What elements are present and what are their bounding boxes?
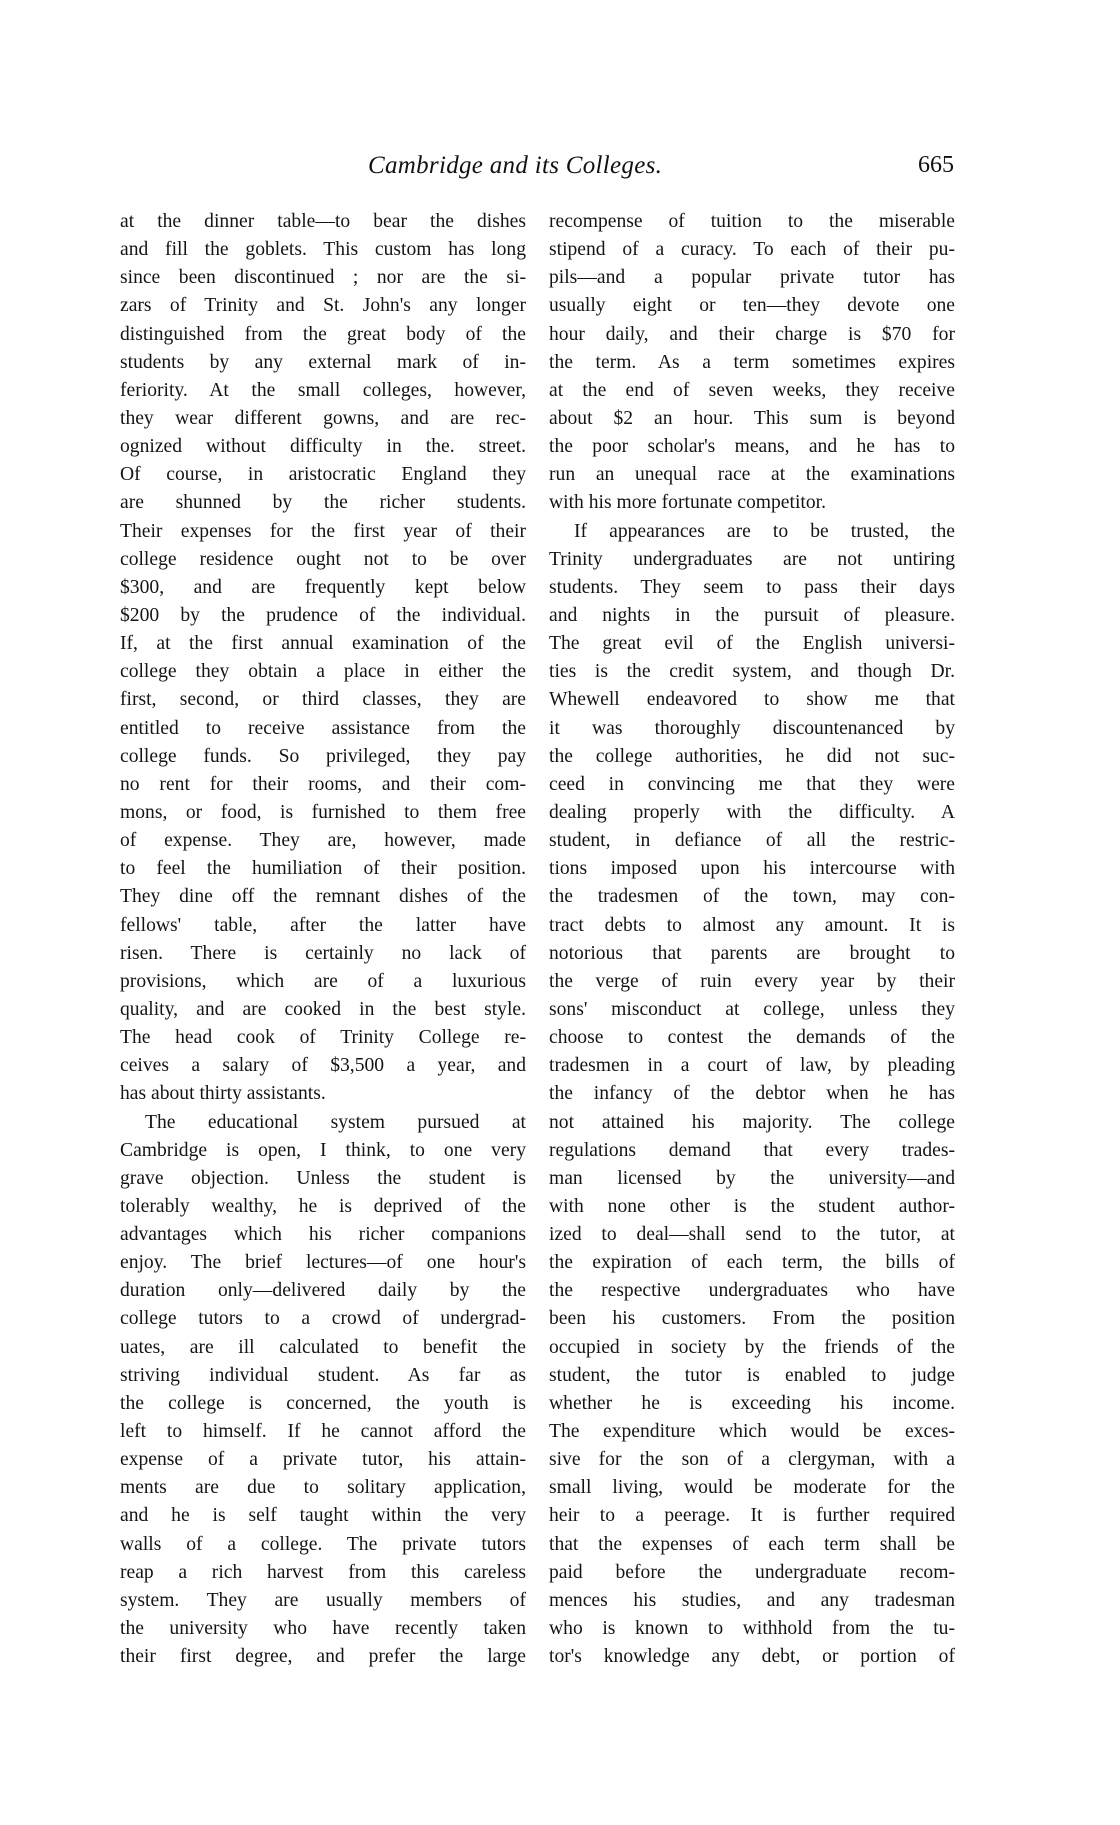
text-line: it was thoroughly discountenanced by bbox=[549, 717, 955, 739]
text-line: The head cook of Trinity College re- bbox=[120, 1027, 526, 1049]
text-line: The great evil of the English universi- bbox=[549, 633, 955, 655]
text-line: been his customers. From the position bbox=[549, 1308, 955, 1330]
text-line: Their expenses for the first year of their bbox=[120, 520, 526, 542]
text-line: the expiration of each term, the bills of bbox=[549, 1252, 955, 1274]
text-line: tor's knowledge any debt, or portion of bbox=[549, 1646, 955, 1668]
text-line: stipend of a curacy. To each of their pu- bbox=[549, 239, 955, 261]
text-line: ments are due to solitary application, bbox=[120, 1477, 526, 1499]
text-line: ized to deal—shall send to the tutor, at bbox=[549, 1224, 955, 1246]
text-line: are shunned by the richer students. bbox=[120, 492, 526, 514]
text-line: run an unequal race at the examinations bbox=[549, 464, 955, 486]
text-line: they wear different gowns, and are rec- bbox=[120, 407, 526, 429]
text-line: who is known to withhold from the tu- bbox=[549, 1618, 955, 1640]
text-line: to feel the humiliation of their position. bbox=[120, 858, 526, 880]
text-line: no rent for their rooms, and their com- bbox=[120, 773, 526, 795]
text-line: distinguished from the great body of the bbox=[120, 323, 526, 345]
text-line: Of course, in aristocratic England they bbox=[120, 464, 526, 486]
text-line: tradesmen in a court of law, by pleading bbox=[549, 1055, 955, 1077]
text-line: feriority. At the small colleges, however, bbox=[120, 379, 526, 401]
text-line: heir to a peerage. It is further required bbox=[549, 1505, 955, 1527]
text-line: tolerably wealthy, he is deprived of the bbox=[120, 1195, 526, 1217]
text-line: Cambridge is open, I think, to one very bbox=[120, 1139, 526, 1161]
text-line: at the end of seven weeks, they receive bbox=[549, 379, 955, 401]
text-line: $300, and are frequently kept below bbox=[120, 576, 526, 598]
text-line: If, at the first annual examination of the bbox=[120, 633, 526, 655]
text-line: expense of a private tutor, his attain- bbox=[120, 1449, 526, 1471]
text-line: sive for the son of a clergyman, with a bbox=[549, 1449, 955, 1471]
text-line: quality, and are cooked in the best style. bbox=[120, 998, 526, 1020]
text-line: pils—and a popular private tutor has bbox=[549, 267, 955, 289]
text-line: student, the tutor is enabled to judge bbox=[549, 1364, 955, 1386]
text-line: tract debts to almost any amount. It is bbox=[549, 914, 955, 936]
page-number: 665 bbox=[918, 152, 954, 178]
text-line: dealing properly with the difficulty. A bbox=[549, 801, 955, 823]
running-title: Cambridge and its Colleges. bbox=[368, 152, 663, 179]
text-line: They dine off the remnant dishes of the bbox=[120, 886, 526, 908]
text-line: occupied in society by the friends of the bbox=[549, 1336, 955, 1358]
text-line: The expenditure which would be exces- bbox=[549, 1421, 955, 1443]
text-line: ceives a salary of $3,500 a year, and bbox=[120, 1055, 526, 1077]
text-line: of expense. They are, however, made bbox=[120, 830, 526, 852]
text-line: fellows' table, after the latter have bbox=[120, 914, 526, 936]
text-line: left to himself. If he cannot afford the bbox=[120, 1421, 526, 1443]
text-line: small living, would be moderate for the bbox=[549, 1477, 955, 1499]
text-line: student, in defiance of all the restric- bbox=[549, 830, 955, 852]
text-line: college tutors to a crowd of undergrad- bbox=[120, 1308, 526, 1330]
text-line: and fill the goblets. This custom has long bbox=[120, 239, 526, 261]
text-line: college funds. So privileged, they pay bbox=[120, 745, 526, 767]
text-line: first, second, or third classes, they are bbox=[120, 689, 526, 711]
text-line: has about thirty assistants. bbox=[120, 1083, 326, 1105]
text-line: since been discontinued ; nor are the si- bbox=[120, 267, 526, 289]
text-column-right bbox=[549, 208, 955, 1671]
text-line: system. They are usually members of bbox=[120, 1589, 526, 1611]
text-line: the term. As a term sometimes expires bbox=[549, 351, 955, 373]
text-line: mences his studies, and any tradesman bbox=[549, 1589, 955, 1611]
text-line: and he is self taught within the very bbox=[120, 1505, 526, 1527]
text-line: not attained his majority. The college bbox=[549, 1111, 955, 1133]
text-line: usually eight or ten—they devote one bbox=[549, 295, 955, 317]
text-line: the college is concerned, the youth is bbox=[120, 1392, 526, 1414]
text-line: duration only—delivered daily by the bbox=[120, 1280, 526, 1302]
text-line: paid before the undergraduate recom- bbox=[549, 1561, 955, 1583]
text-line: the verge of ruin every year by their bbox=[549, 970, 955, 992]
text-line: entitled to receive assistance from the bbox=[120, 717, 526, 739]
text-line: ties is the credit system, and though Dr. bbox=[549, 661, 955, 683]
text-line: the respective undergraduates who have bbox=[549, 1280, 955, 1302]
text-line: the infancy of the debtor when he has bbox=[549, 1083, 955, 1105]
text-line: the university who have recently taken bbox=[120, 1618, 526, 1640]
text-line: recompense of tuition to the miserable bbox=[549, 211, 955, 232]
text-line: provisions, which are of a luxurious bbox=[120, 970, 526, 992]
text-line: their first degree, and prefer the large bbox=[120, 1646, 526, 1668]
text-line: reap a rich harvest from this careless bbox=[120, 1561, 526, 1583]
text-line: sons' misconduct at college, unless they bbox=[549, 998, 955, 1020]
text-line: about $2 an hour. This sum is beyond bbox=[549, 407, 955, 429]
text-line: that the expenses of each term shall be bbox=[549, 1533, 955, 1555]
text-line: Whewell endeavored to show me that bbox=[549, 689, 955, 711]
text-line: students by any external mark of in- bbox=[120, 351, 526, 373]
text-line: Trinity undergraduates are not untiring bbox=[549, 548, 955, 570]
text-line: with his more fortunate competitor. bbox=[549, 492, 826, 514]
text-line: the college authorities, he did not suc- bbox=[549, 745, 955, 767]
text-line: enjoy. The brief lectures—of one hour's bbox=[120, 1252, 526, 1274]
text-line: the poor scholar's means, and he has to bbox=[549, 436, 955, 458]
text-line: striving individual student. As far as bbox=[120, 1364, 526, 1386]
text-line: grave objection. Unless the student is bbox=[120, 1167, 526, 1189]
text-line: college residence ought not to be over bbox=[120, 548, 526, 570]
text-line: walls of a college. The private tutors bbox=[120, 1533, 526, 1555]
text-line: advantages which his richer companions bbox=[120, 1224, 526, 1246]
running-head bbox=[120, 152, 954, 186]
text-line: man licensed by the university—and bbox=[549, 1167, 955, 1189]
text-line: regulations demand that every trades- bbox=[549, 1139, 955, 1161]
text-line: If appearances are to be trusted, the bbox=[574, 520, 955, 542]
text-line: college they obtain a place in either the bbox=[120, 661, 526, 683]
text-line: uates, are ill calculated to benefit the bbox=[120, 1336, 526, 1358]
text-line: choose to contest the demands of the bbox=[549, 1027, 955, 1049]
text-line: students. They seem to pass their days bbox=[549, 576, 955, 598]
text-line: mons, or food, is furnished to them free bbox=[120, 801, 526, 823]
text-line: risen. There is certainly no lack of bbox=[120, 942, 526, 964]
text-line: ognized without difficulty in the. street. bbox=[120, 436, 526, 458]
text-line: zars of Trinity and St. John's any longer bbox=[120, 295, 526, 317]
text-line: hour daily, and their charge is $70 for bbox=[549, 323, 955, 345]
text-column-left bbox=[120, 208, 526, 1671]
text-line: with none other is the student author- bbox=[549, 1195, 955, 1217]
text-line: whether he is exceeding his income. bbox=[549, 1392, 955, 1414]
text-line: notorious that parents are brought to bbox=[549, 942, 955, 964]
text-line: and nights in the pursuit of pleasure. bbox=[549, 604, 955, 626]
text-line: at the dinner table—to bear the dishes bbox=[120, 211, 526, 232]
text-line: The educational system pursued at bbox=[145, 1111, 526, 1133]
text-line: the tradesmen of the town, may con- bbox=[549, 886, 955, 908]
text-line: $200 by the prudence of the individual. bbox=[120, 604, 526, 626]
text-line: ceed in convincing me that they were bbox=[549, 773, 955, 795]
text-line: tions imposed upon his intercourse with bbox=[549, 858, 955, 880]
